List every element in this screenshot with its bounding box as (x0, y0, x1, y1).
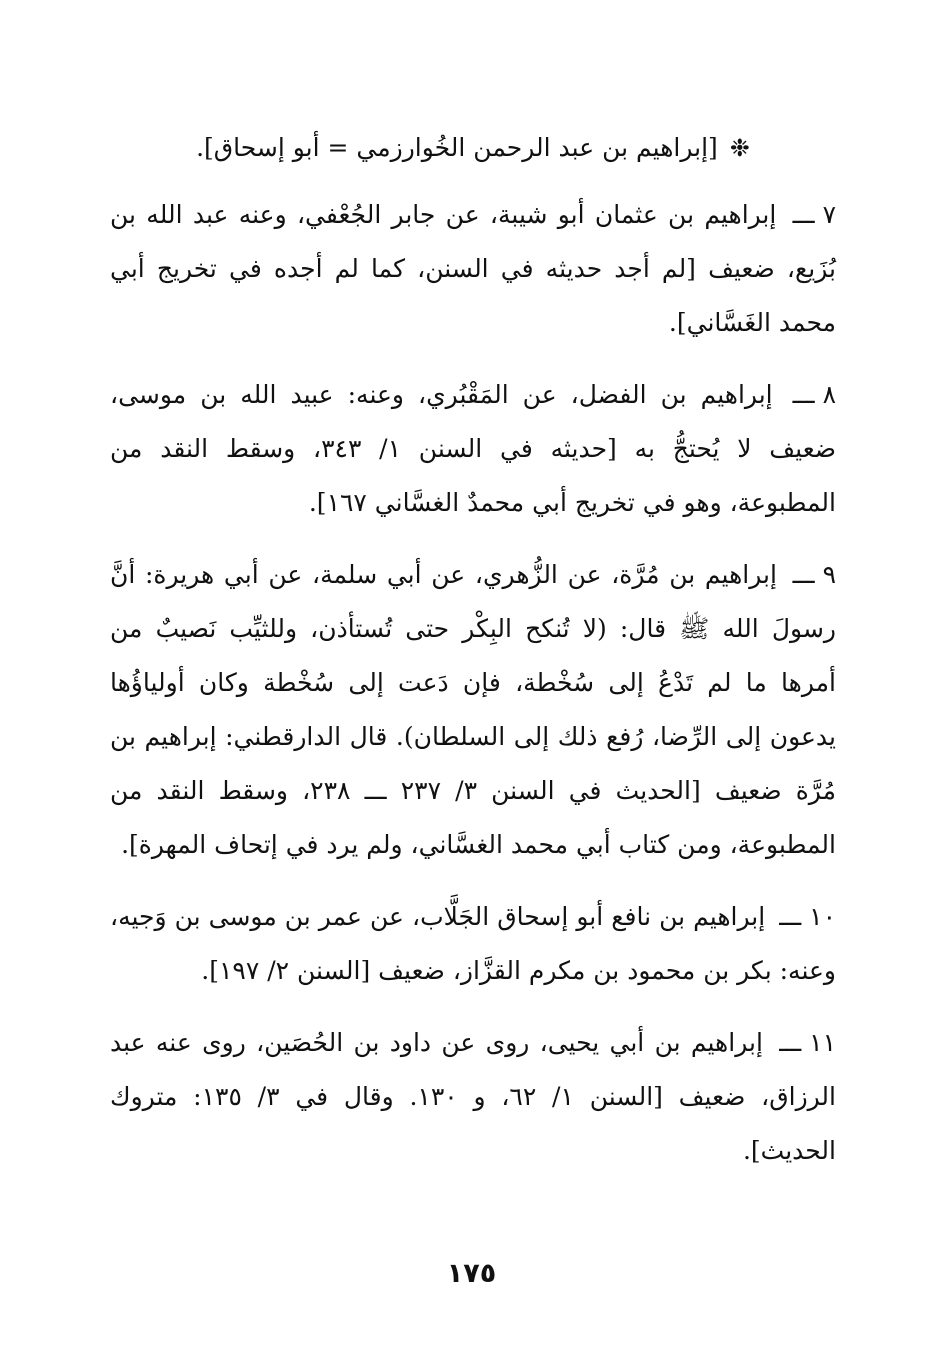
entry-number: ٩ ـــ (792, 560, 836, 589)
entry-text: إبراهيم بن أبي يحيى، روى عن داود بن الحُصَين، روى عنه عبد الرزاق، ضعيف [السنن ١/ ٦٢، و ١٣٠. وقال في ٣/ ١٣٥: متروك الحديث]. (110, 1028, 836, 1165)
page-body (110, 118, 836, 1196)
entry-number: ١٠ ـــ (779, 902, 836, 931)
entry-7 (110, 188, 836, 350)
entry-10 (110, 890, 836, 998)
heading-text: [إبراهيم بن عبد الرحمن الخُوارزمي = أبو إسحاق]. (196, 133, 718, 162)
entry-text: إبراهيم بن نافع أبو إسحاق الجَلَّاب، عن عمر بن موسى بن وَجيه، وعنه: بكر بن محمود بن مكرم القزَّاز، ضعيف [السنن ٢/ ١٩٧]. (110, 902, 836, 985)
entry-9 (110, 548, 836, 872)
entry-number: ٨ ـــ (792, 380, 836, 409)
entry-8 (110, 368, 836, 530)
entry-number: ١١ ـــ (779, 1028, 836, 1057)
entry-11 (110, 1016, 836, 1178)
asterisk-icon: ❉ (729, 134, 750, 162)
entry-text: إبراهيم بن الفضل، عن المَقْبُري، وعنه: عبيد الله بن موسى، ضعيف لا يُحتجُّ به [حديثه في السنن ١/ ٣٤٣، وسقط النقد من المطبوعة، وهو في تخريج أبي محمدٌ الغسَّاني ١٦٧]. (110, 380, 837, 517)
entry-number: ٧ ـــ (792, 200, 837, 229)
entry-text: إبراهيم بن مُرَّة، عن الزُّهري، عن أبي سلمة، عن أبي هريرة: أنَّ رسولَ الله ﷺ قال: (لا تُنكح البِكْر حتى تُستأذن، وللثيِّب نَصيبٌ من أمرها ما لم تَدْعُ إلى سُخْطة، فإن دَعت إلى سُخْطة وكان أولياؤُها يدعون إلى الرِّضا، رُفع ذلك إلى السلطان). قال الدارقطني: إبراهيم بن مُرَّة ضعيف [الحديث في السنن ٣/ ٢٣٧ ـــ ٢٣٨، وسقط النقد من المطبوعة، ومن كتاب أبي محمد الغسَّاني، ولم يرد في إتحاف المهرة]. (110, 560, 836, 859)
page-number: ١٧٥ (446, 1258, 497, 1289)
section-heading (110, 118, 836, 178)
entry-text: إبراهيم بن عثمان أبو شيبة، عن جابر الجُعْفي، وعنه عبد الله بن بُزَيع، ضعيف [لم أجد حديثه في السنن، كما لم أجده في تخريج أبي محمد الغَسَّاني]. (110, 200, 836, 337)
